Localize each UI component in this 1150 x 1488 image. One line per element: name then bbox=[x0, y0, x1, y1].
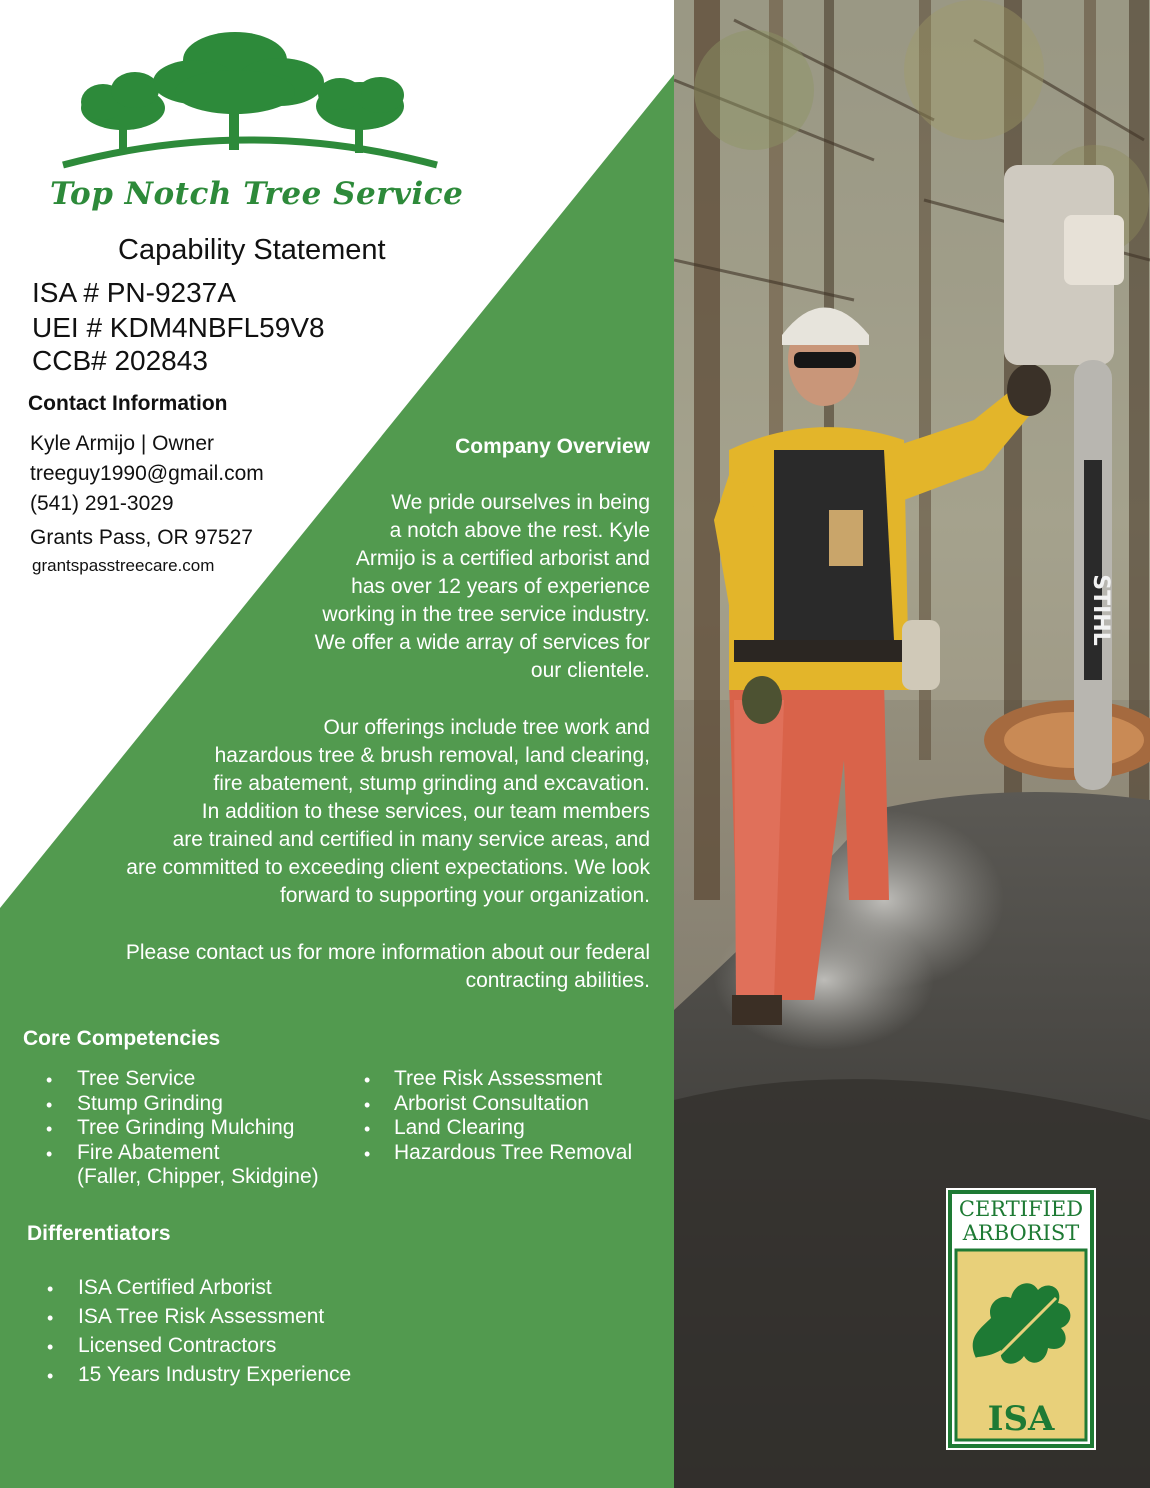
bullet-icon: • bbox=[46, 1095, 53, 1115]
overview-line: In addition to these services, our team members bbox=[201, 800, 650, 823]
overview-heading: Company Overview bbox=[455, 435, 650, 458]
badge-line-arborist: ARBORIST bbox=[962, 1221, 1080, 1245]
contact-name: Kyle Armijo | Owner bbox=[30, 432, 215, 455]
overview-line: We offer a wide array of services for bbox=[314, 631, 650, 654]
overview-line: Our offerings include tree work and bbox=[323, 716, 650, 739]
competency-item: Fire Abatement bbox=[77, 1141, 220, 1164]
competency-item: Arborist Consultation bbox=[394, 1092, 589, 1115]
competency-item: Stump Grinding bbox=[77, 1092, 223, 1115]
contact-website[interactable]: grantspasstreecare.com bbox=[32, 556, 215, 575]
overview-line: working in the tree service industry. bbox=[322, 603, 650, 626]
competency-item: Land Clearing bbox=[394, 1116, 525, 1139]
isa-number: ISA # PN-9237A bbox=[32, 277, 236, 308]
bullet-icon: • bbox=[46, 1144, 53, 1164]
overview-line: We pride ourselves in being bbox=[391, 491, 650, 514]
competency-item: Tree Service bbox=[77, 1067, 196, 1090]
overview-line: our clientele. bbox=[530, 659, 650, 682]
overview-line: has over 12 years of experience bbox=[351, 575, 650, 598]
competency-item: Tree Risk Assessment bbox=[394, 1067, 603, 1090]
overview-line: a notch above the rest. Kyle bbox=[389, 519, 650, 542]
bullet-icon: • bbox=[364, 1095, 371, 1115]
brand-name: Top Notch Tree Service bbox=[50, 176, 464, 212]
overview-line: hazardous tree & brush removal, land clearing, bbox=[214, 744, 650, 767]
overview-line: Armijo is a certified arborist and bbox=[355, 547, 650, 570]
capability-title: Capability Statement bbox=[118, 234, 386, 266]
bullet-icon: • bbox=[47, 1366, 54, 1386]
overview-line: Please contact us for more information about our federal bbox=[125, 941, 650, 964]
uei-number: UEI # KDM4NBFL59V8 bbox=[32, 312, 325, 343]
overview-line: are trained and certified in many service areas, and bbox=[172, 828, 650, 851]
ccb-number: CCB# 202843 bbox=[32, 345, 208, 376]
bullet-icon: • bbox=[47, 1279, 54, 1299]
tree-logo-icon bbox=[55, 20, 445, 170]
bullet-icon: • bbox=[364, 1070, 371, 1090]
bullet-icon: • bbox=[47, 1337, 54, 1357]
competency-item: Hazardous Tree Removal bbox=[394, 1141, 633, 1164]
chainsaw-brand-text: STIHL bbox=[1088, 574, 1113, 646]
differentiator-item: Licensed Contractors bbox=[78, 1334, 277, 1357]
isa-certified-arborist-badge-icon bbox=[946, 1188, 1096, 1450]
competency-item-detail: (Faller, Chipper, Skidgine) bbox=[77, 1165, 319, 1188]
core-competencies-heading: Core Competencies bbox=[23, 1027, 221, 1050]
bullet-icon: • bbox=[46, 1070, 53, 1090]
contact-heading: Contact Information bbox=[28, 392, 228, 415]
bullet-icon: • bbox=[364, 1119, 371, 1139]
overview-line: fire abatement, stump grinding and excavation. bbox=[213, 772, 650, 795]
overview-line: are committed to exceeding client expectations. We look bbox=[126, 856, 650, 879]
overview-line: forward to supporting your organization. bbox=[279, 884, 650, 907]
differentiator-item: ISA Tree Risk Assessment bbox=[78, 1305, 325, 1328]
competency-item: Tree Grinding Mulching bbox=[77, 1116, 295, 1139]
badge-line-certified: CERTIFIED bbox=[958, 1197, 1084, 1221]
overview-line: contracting abilities. bbox=[465, 969, 650, 992]
differentiators-heading: Differentiators bbox=[27, 1222, 171, 1245]
differentiator-item: 15 Years Industry Experience bbox=[78, 1363, 352, 1386]
bullet-icon: • bbox=[364, 1144, 371, 1164]
bullet-icon: • bbox=[46, 1119, 53, 1139]
contact-phone[interactable]: (541) 291-3029 bbox=[30, 492, 174, 515]
bullet-icon: • bbox=[47, 1308, 54, 1328]
contact-email[interactable]: treeguy1990@gmail.com bbox=[30, 462, 264, 485]
badge-org: ISA bbox=[987, 1399, 1055, 1439]
differentiator-item: ISA Certified Arborist bbox=[78, 1276, 272, 1299]
contact-address: Grants Pass, OR 97527 bbox=[30, 526, 253, 549]
